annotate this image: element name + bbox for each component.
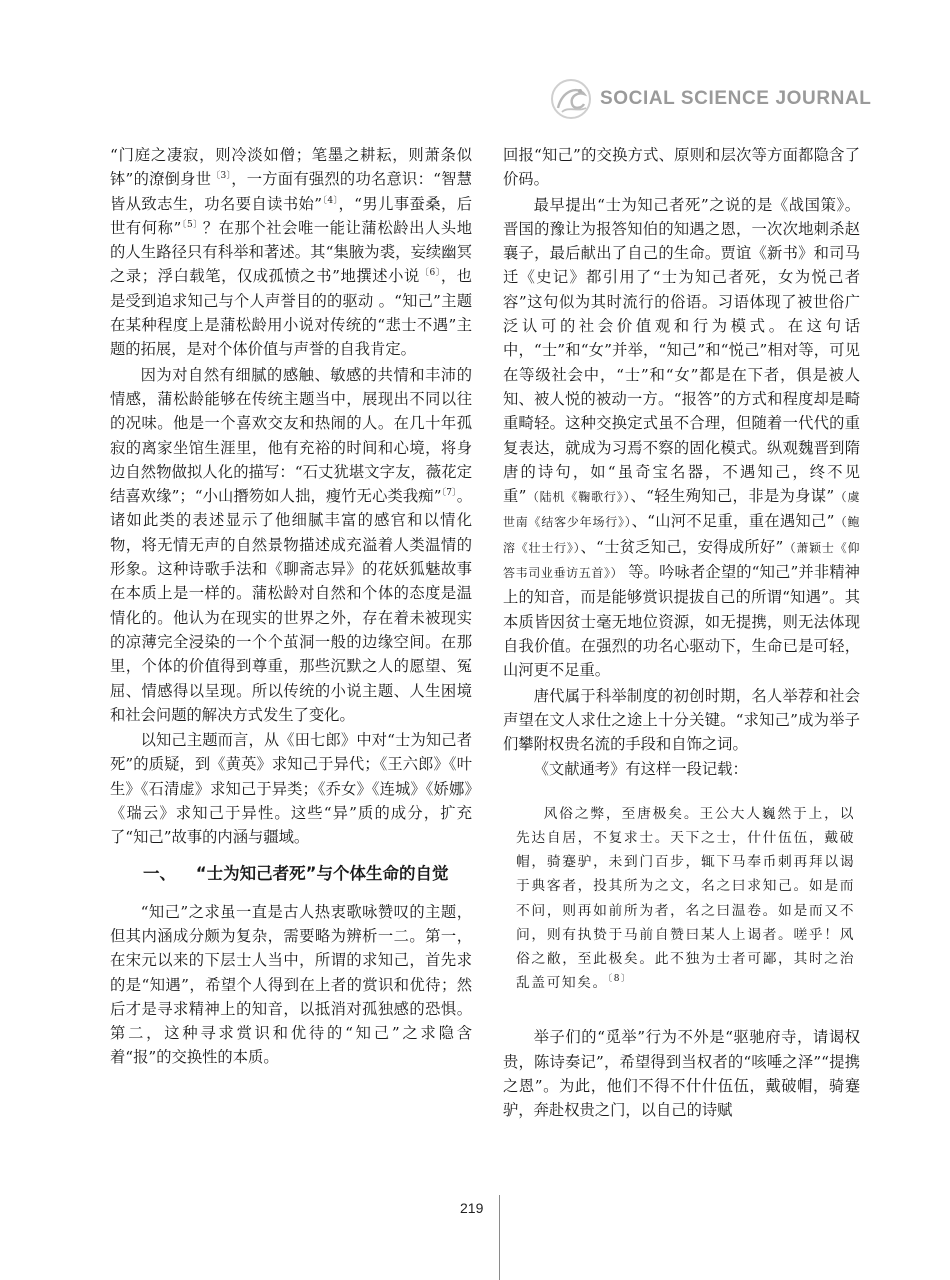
journal-header bbox=[540, 78, 870, 122]
page-number: 219 bbox=[460, 1200, 484, 1216]
paragraph: 回报“知己”的交换方式、原则和层次等方面都隐含了价码。 bbox=[503, 146, 860, 189]
paragraph: 《文献通考》有这样一段记载： bbox=[533, 760, 748, 779]
journal-title: SOCIAL SCIENCE JOURNAL bbox=[600, 88, 872, 109]
column-divider bbox=[499, 1195, 500, 1280]
paragraph: 举子们的“觅举”行为不外是“驱驰府寺，请谒权贵，陈诗奏记”，希望得到当权者的“咳唾之泽”“提携之恩”。为此，他们不得不什什伍伍，戴破帽，骑蹇驴，奔赴权贵之门，以自己的诗赋 bbox=[503, 1028, 860, 1120]
section-heading: 一、 “士为知己者死”与个体生命的自觉 bbox=[143, 863, 449, 883]
left-column bbox=[110, 143, 472, 1071]
right-column bbox=[503, 143, 860, 1124]
paragraph: 唐代属于科举制度的初创时期，名人举荐和社会声望在文人求仕之途上十分关键。“求知己”成为举子们攀附权贵名流的手段和自饰之词。 bbox=[503, 686, 860, 754]
paragraph: “知己”之求虽一直是古人热衷歌咏赞叹的主题，但其内涵成分颇为复杂，需要略为辨析一二。第一，在宋元以来的下层士人当中，所谓的求知己，首先求的是“知遇”，希望个人得到在上者的赏识和优待；然后才是寻求精神上的知音，以抵消对孤独感的恐惧。第二，这种寻求赏识和优待的“知己”之求隐含着“报”的交换性的本质。 bbox=[110, 902, 472, 1067]
paragraph: “门庭之凄寂，则冷淡如僧；笔墨之耕耘，则萧条似钵”的潦倒身世$^{〔3〕}$，一方面有强烈的功名意识：“智慧皆从致志生，功名要自读书始”$^{〔4〕}$，“男儿事蚕桑，后世有何称”$^{〔5〕}$？在那个社会唯一能让蒲松龄出人头地的人生路径只有科举和著述。其“集腋为裘，妄续幽冥之录；浮白载笔，仅成孤愤之书”地撰述小说$^{〔6〕}$，也是受到追求知己与个人声誉目的的驱动 。“知己”主题在某种程度上是蒲松龄用小说对传统的“悲士不遇”主题的拓展，是对个体价值与声誉的自我肯定。 bbox=[110, 146, 472, 359]
dragon-emblem-icon bbox=[548, 78, 594, 120]
paragraph: 最早提出“士为知己者死”之说的是《战国策》。晋国的豫让为报答知伯的知遇之恩，一次次地刺杀赵襄子，最后献出了自己的生命。贾谊《新书》和司马迁《史记》都引用了“士为知己者死，女为悦己者容”这句似为其时流行的俗语。习语体现了被世俗广泛认可的社会价值观和行为模式。在这句话中，“士”和“女”并举，“知己”和“悦己”相对等，可见在等级社会中，“士”和“女”都是在下者，俱是被人知、被人悦的被动一方。“报答”的方式和程度却是畸重畸轻。这种交换定式虽不合理，但随着一代代的重复表达，就成为习焉不察的固化模式。纵观魏晋到隋唐的诗句，如“虽奇宝名器，不遇知己，终不见重”（陆机《鞠歌行》）、“轻生殉知己，非是为身谋”（虞世南《结客少年场行》）、“山河不足重，重在遇知己”（鲍溶《壮士行》）、“士贫乏知己，安得成所好”（萧颖士《仰答韦司业垂访五首》） 等。吟咏者企望的“知己”并非精神上的知音，而是能够赏识提拔自己的所谓“知遇”。其本质皆因贫士毫无地位资源，如无提携，则无法体现自我价值。在强烈的功名心驱动下，生命已是可轻，山河更不足重。 bbox=[503, 195, 860, 680]
block-quote: 风俗之弊，至唐极矣。王公大人巍然于上，以先达自居，不复求士。天下之士，什什伍伍，戴破帽，骑蹇驴，未到门百步，辄下马奉币刺再拜以谒于典客者，投其所为之文，名之曰求知己。如是而不问，则再如前所为者，名之曰温卷。如是而又不问，则有执贽于马前自赞曰某人上谒者。嗟乎！风俗之敝，至此极矣。此不独为士者可鄙，其时之治乱盖可知矣。$^{〔8〕}$ bbox=[516, 805, 855, 992]
paragraph: 以知己主题而言，从《田七郎》中对“士为知己者死”的质疑，到《黄英》求知己于异代；《王六郎》《叶生》《石清虚》求知己于异类；《乔女》《连城》《娇娜》《瑞云》求知己于异性。这些“异”质的成分，扩充了“知己”故事的内涵与疆域。 bbox=[110, 731, 472, 847]
paragraph: 因为对自然有细腻的感触、敏感的共情和丰沛的情感，蒲松龄能够在传统主题当中，展现出不同以往的况味。他是一个喜欢交友和热闹的人。在几十年孤寂的离家坐馆生涯里，他有充裕的时间和心境，将身边自然物做拟人化的描写：“石丈犹堪文字友，薇花定结喜欢缘”；“小山撍笏如人拙，瘦竹无心类我痴”$^{〔7〕}$。诸如此类的表述显示了他细腻丰富的感官和以情化物，将无情无声的自然景物描述成充溢着人类温情的形象。这种诗歌手法和《聊斋志异》的花妖狐魅故事在本质上是一样的。蒲松龄对自然和个体的态度是温情化的。他认为在现实的世界之外，存在着未被现实的凉薄完全浸染的一个个茧洞一般的边缘空间。在那里，个体的价值得到尊重，那些沉默之人的愿望、冤屈、情感得以呈现。所以传统的小说主题、人生困境和社会问题的解决方式发生了变化。 bbox=[110, 365, 472, 724]
